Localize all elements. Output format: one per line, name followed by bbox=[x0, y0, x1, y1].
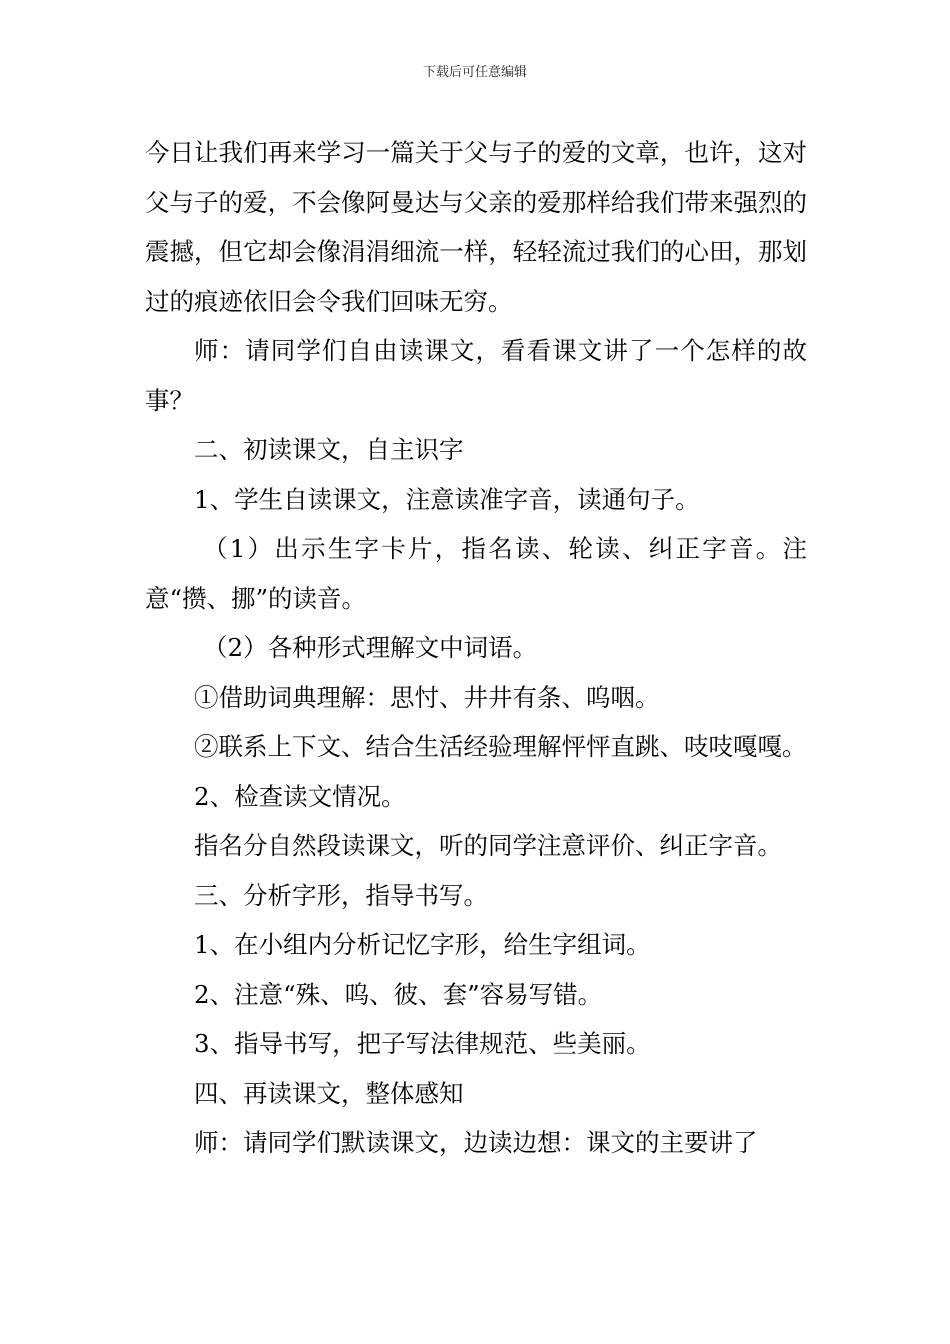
paragraph-word-understanding: （2）各种形式理解文中词语。 bbox=[203, 633, 538, 662]
document-body bbox=[145, 128, 807, 1168]
paragraph-teacher-prompt: 师：请同学们自由读课文，看看课文讲了一个怎样的故事？ bbox=[145, 336, 807, 415]
paragraph-check-reading: 2、检查读文情况。 bbox=[194, 781, 406, 811]
paragraph-writing-guidance: 3、指导书写，把子写法律规范、些美丽。 bbox=[194, 1029, 651, 1058]
section-heading-character-analysis: 三、分析字形，指导书写。 bbox=[194, 880, 488, 910]
paragraph-context: ②联系上下文、结合生活经验理解怦怦直跳、吱吱嘎嘎。 bbox=[194, 732, 807, 761]
section-heading-first-reading: 二、初读课文，自主识字 bbox=[194, 435, 464, 464]
paragraph-silent-reading: 师：请同学们默读课文，边读边想：课文的主要讲了 bbox=[194, 1128, 758, 1157]
paragraph-group-analysis: 1、在小组内分析记忆字形，给生字组词。 bbox=[194, 930, 651, 959]
paragraph-easy-mistakes: 2、注意“殊、呜、彼、套”容易写错。 bbox=[194, 979, 603, 1009]
page-header: 下载后可任意编辑 bbox=[422, 65, 527, 80]
paragraph-named-reading: 指名分自然段读课文，听的同学注意评价、纠正字音。 bbox=[194, 831, 782, 860]
paragraph-intro: 今日让我们再来学习一篇关于父与子的爱的文章，也许，这对父与子的爱，不会像阿曼达与父亲的爱那样给我们带来强烈的震撼，但它却会像涓涓细流一样，轻轻流过我们的心田，那划过的痕迹依旧会令我们回味无穷。 bbox=[145, 138, 807, 316]
paragraph-character-cards: （1）出示生字卡片，指名读、轮读、纠正字音。注意“攒、挪”的读音。 bbox=[145, 534, 807, 613]
paragraph-dictionary: ①借助词典理解：思忖、井井有条、呜咽。 bbox=[194, 682, 660, 712]
section-heading-reread: 四、再读课文，整体感知 bbox=[194, 1078, 464, 1108]
paragraph-self-reading: 1、学生自读课文，注意读准字音，读通句子。 bbox=[194, 484, 700, 514]
